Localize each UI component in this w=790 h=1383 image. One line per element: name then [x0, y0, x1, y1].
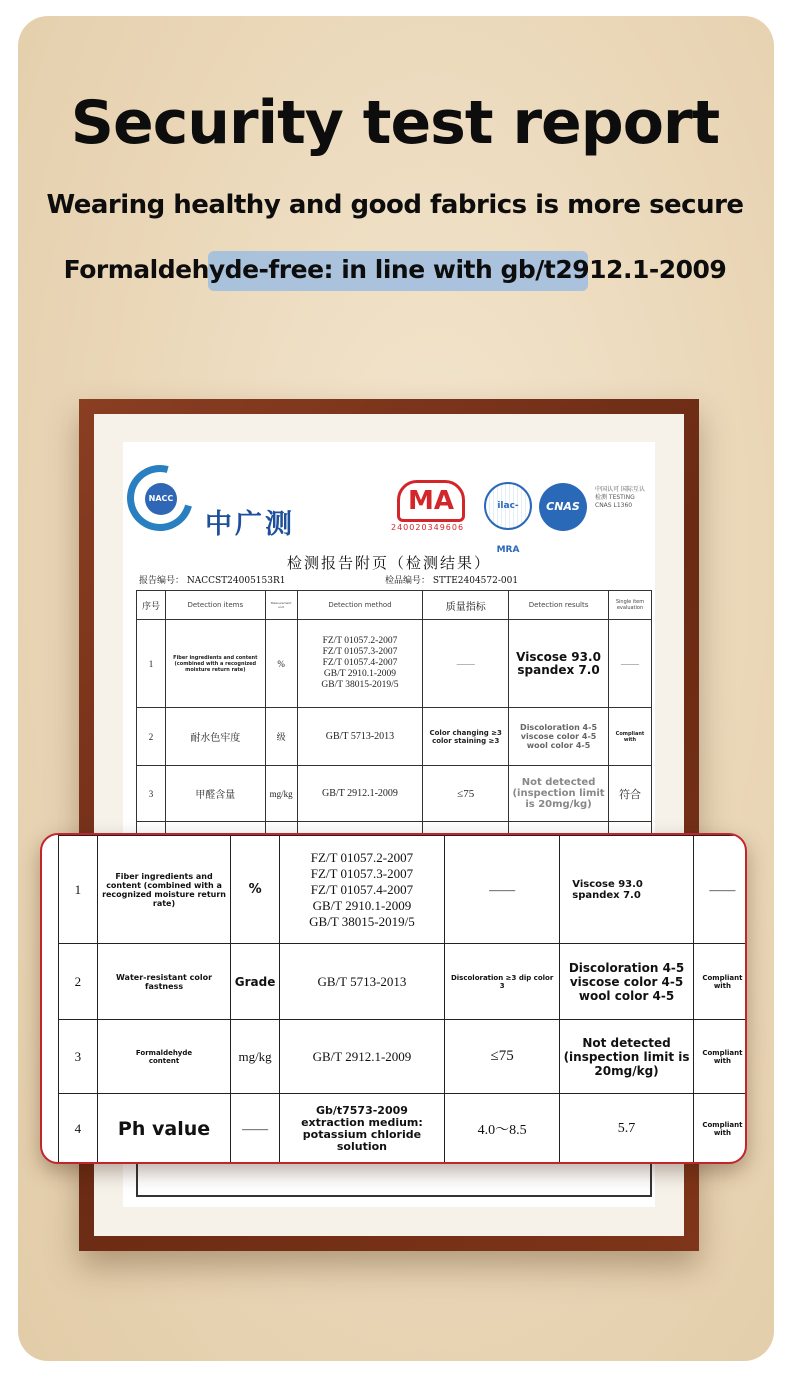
row-unit: % [265, 620, 297, 708]
row-method: FZ/T 01057.2-2007 FZ/T 01057.3-2007 FZ/T 01057.4-2007 GB/T 2910.1-2009 GB/T 38015-2019/5 [279, 836, 444, 944]
row-number: 2 [137, 708, 166, 766]
nacc-logo-icon: NACC [145, 483, 177, 515]
row-item: 耐水色牢度 [165, 708, 265, 766]
row-evaluation: —— [608, 620, 651, 708]
column-header: Detection method [297, 591, 423, 620]
row-item: Formaldehyde content [97, 1020, 231, 1094]
report-heading: 检测报告附页（检测结果） [286, 554, 491, 572]
column-header: 序号 [137, 591, 166, 620]
table-row [59, 1094, 748, 1164]
row-method: GB/T 2912.1-2009 [297, 766, 423, 822]
column-header: Measurement unit [265, 591, 297, 620]
row-standard: ≤75 [445, 1020, 560, 1094]
row-result: Viscose 93.0 spandex 7.0 [560, 836, 694, 944]
row-unit: —— [231, 1094, 280, 1164]
zoomed-results-table [58, 835, 747, 1164]
page-title: Security test report [70, 88, 720, 158]
row-unit: 级 [265, 708, 297, 766]
table-row [59, 1020, 748, 1094]
ilac-mra-icon: ilac-MRA [484, 482, 532, 530]
cnas-text: 中国认可 国际互认 检测 TESTING CNAS L1360 [595, 486, 645, 509]
row-standard: 4.0～8.5 [445, 1094, 560, 1164]
row-evaluation: —— [693, 836, 747, 944]
row-evaluation: Compliant with [693, 1094, 747, 1164]
row-item: Fiber ingredients and content (combined with a recognized moisture return rate) [97, 836, 231, 944]
table-row [137, 620, 652, 708]
row-result: Viscose 93.0 spandex 7.0 [509, 620, 609, 708]
row-result: 5.7 [560, 1094, 694, 1164]
column-header: Detection items [165, 591, 265, 620]
row-item: Fiber ingredients and content (combined with a recognized moisture return rate) [165, 620, 265, 708]
row-evaluation: Compliant with [693, 1020, 747, 1094]
row-number: 4 [59, 1094, 98, 1164]
cma-mark-icon: MA [397, 480, 465, 522]
table-row [59, 944, 748, 1020]
formaldehyde-claim: Formaldehyde-free: in line with gb/t2912.1-2009 [63, 255, 727, 284]
cnas-logo-icon: CNAS [539, 483, 587, 531]
table-header-row [137, 591, 652, 620]
row-evaluation: Compliant with [608, 708, 651, 766]
row-number: 1 [59, 836, 98, 944]
row-number: 2 [59, 944, 98, 1020]
row-result: Discoloration 4-5 viscose color 4-5 wool color 4-5 [509, 708, 609, 766]
row-standard: Discoloration ≥3 dip color 3 [445, 944, 560, 1020]
row-number: 3 [59, 1020, 98, 1094]
row-result: Not detected (inspection limit is 20mg/kg) [560, 1020, 694, 1094]
row-evaluation: Compliant with [693, 944, 747, 1020]
row-unit: % [231, 836, 280, 944]
row-standard: ≤75 [423, 766, 509, 822]
sample-number: 检品编号： STTE2404572-001 [385, 576, 519, 586]
column-header: 质量指标 [423, 591, 509, 620]
row-method: GB/T 5713-2013 [297, 708, 423, 766]
row-result: Not detected (inspection limit is 20mg/kg) [509, 766, 609, 822]
row-method: GB/T 2912.1-2009 [279, 1020, 444, 1094]
row-method: FZ/T 01057.2-2007 FZ/T 01057.3-2007 FZ/T 01057.4-2007 GB/T 2910.1-2009 GB/T 38015-2019/5 [297, 620, 423, 708]
row-standard: —— [445, 836, 560, 944]
row-number: 3 [137, 766, 166, 822]
row-unit: Grade [231, 944, 280, 1020]
row-number: 1 [137, 620, 166, 708]
row-result: Discoloration 4-5 viscose color 4-5 wool color 4-5 [560, 944, 694, 1020]
row-unit: mg/kg [231, 1020, 280, 1094]
report-number: 报告编号： NACCST24005153R1 [139, 576, 286, 586]
row-item: 甲醛含量 [165, 766, 265, 822]
row-evaluation: 符合 [608, 766, 651, 822]
lab-name: 中广测 [205, 509, 295, 540]
cma-number: 240020349606 [391, 523, 465, 532]
row-method: Gb/t7573-2009 extraction medium: potassium chloride solution [279, 1094, 444, 1164]
zoomed-table-callout [40, 833, 747, 1164]
table-row [137, 766, 652, 822]
page-subtitle: Wearing healthy and good fabrics is more secure [46, 190, 744, 220]
results-table [136, 590, 652, 834]
row-item: Ph value [97, 1094, 231, 1164]
row-standard: —— [423, 620, 509, 708]
table-row [137, 822, 652, 834]
table-row [137, 708, 652, 766]
column-header: Detection results [509, 591, 609, 620]
table-row [59, 836, 748, 944]
column-header: Single item evaluation [608, 591, 651, 620]
row-item: Water-resistant color fastness [97, 944, 231, 1020]
row-method: GB/T 5713-2013 [279, 944, 444, 1020]
row-unit: mg/kg [265, 766, 297, 822]
row-standard: Color changing ≥3 color staining ≥3 [423, 708, 509, 766]
